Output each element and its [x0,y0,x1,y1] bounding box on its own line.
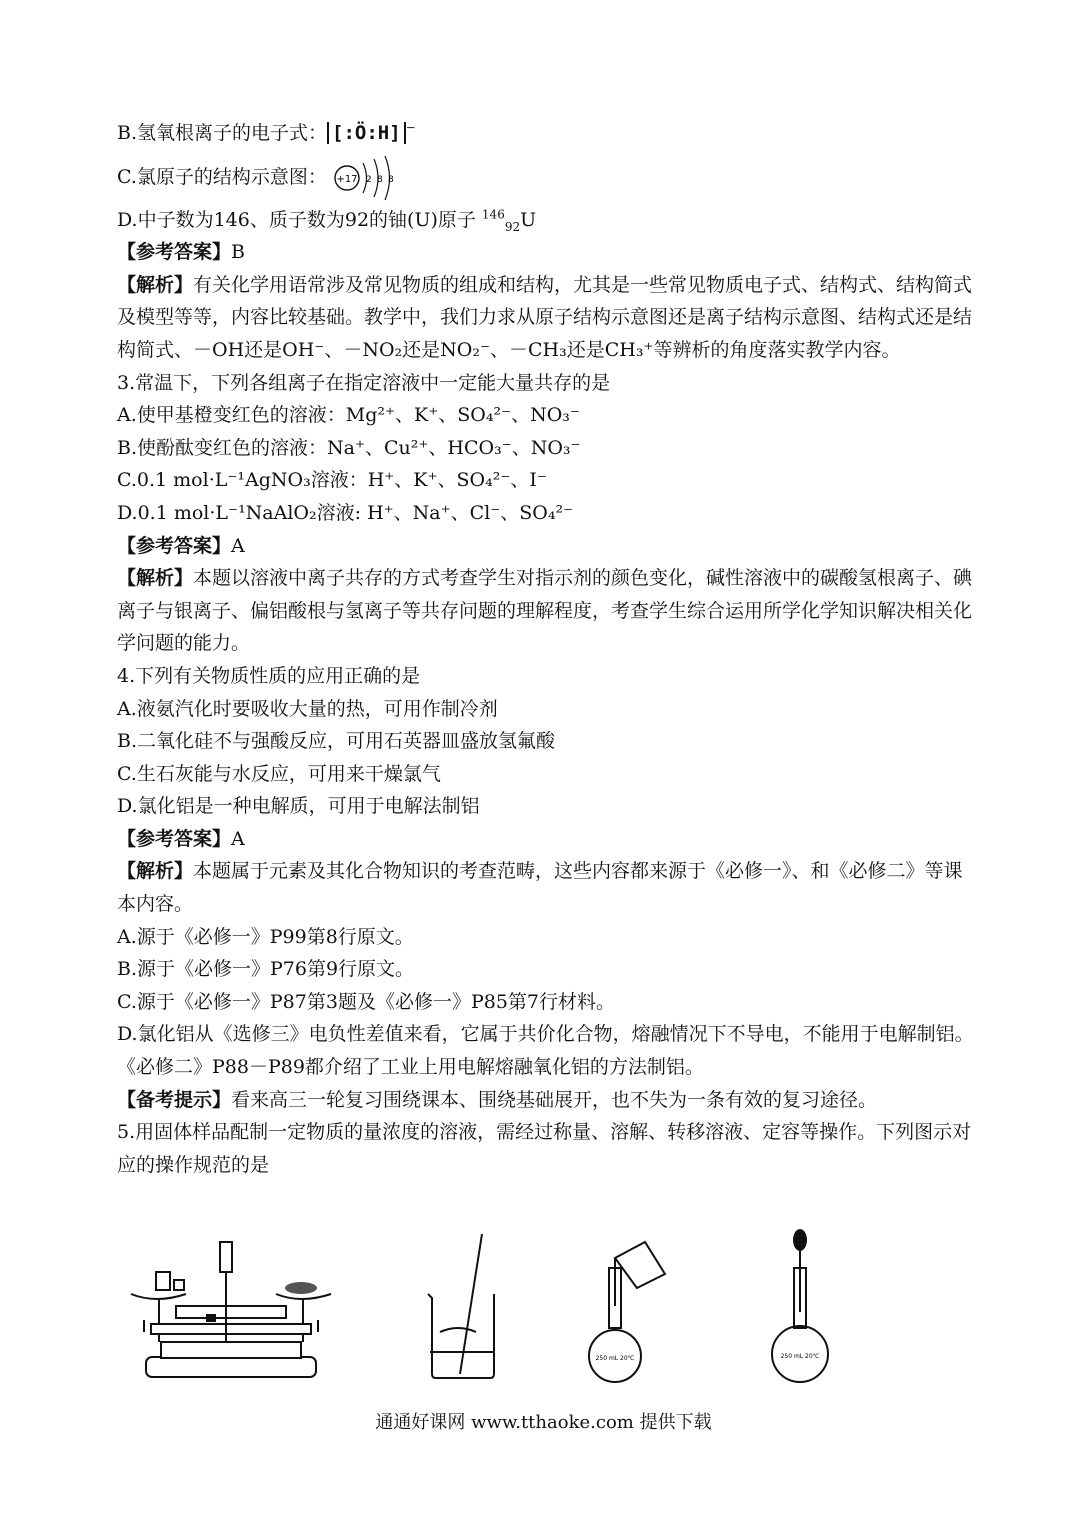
answer-2: 【参考答案】B [117,241,245,264]
explanation-4: 【解析】本题属于元素及其化合物知识的考查范畴，这些内容都来源于《必修一》、和《必修二》等课本内容。 [117,860,963,916]
option-2c: C.氯原子的结构示意图： +17 2 8 8 [117,150,977,204]
exam-tip: 【备考提示】看来高三一轮复习围绕课本、围绕基础展开，也不失为一条有效的复习途径。 [117,1088,878,1111]
figure-row [120,1228,990,1388]
option-4a: A.液氨汽化时要吸收大量的热，可用作制冷剂 [117,697,498,720]
option-3a: A.使甲基橙变红色的溶液：Mg²⁺、K⁺、SO₄²⁻、NO₃⁻ [117,404,580,427]
atom-shell-1-label: 2 [365,174,372,185]
option-4d: D.氯化铝是一种电解质，可用于电解法制铝 [117,795,480,818]
beaker-stirring-figure [420,1232,510,1382]
option-3b: B.使酚酞变红色的溶液：Na⁺、Cu²⁺、HCO₃⁻、NO₃⁻ [117,436,581,459]
document-content [117,117,977,1181]
fixed-volume-figure [760,1228,840,1384]
explanation-4c: C.源于《必修一》P87第3题及《必修一》P85第7行材料。 [117,990,615,1013]
explanation-4b: B.源于《必修一》P76第9行原文。 [117,958,415,981]
question-4: 4.下列有关物质性质的应用正确的是 [117,664,421,687]
answer-4: 【参考答案】A [117,827,245,850]
chlorine-atom-diagram [333,155,403,201]
balance-figure [126,1232,336,1382]
explanation-4d: D.氯化铝从《选修三》电负性差值来看，它属于共价化合物，熔融情况下不导电，不能用于电解制铝。《必修二》P88－P89都介绍了工业上用电解熔融氧化铝的方法制铝。 [117,1023,974,1079]
page-footer: 通通好课网 www.tthaoke.com 提供下载 [375,1412,712,1433]
option-2b: B.氢氧根离子的电子式： [:Ö:H] − [117,120,416,144]
question-5: 5.用固体样品配制一定物质的量浓度的溶液，需经过称量、溶解、转移溶液、定容等操作。下列图示对应的操作规范的是 [117,1121,972,1176]
question-3: 3.常温下，下列各组离子在指定溶液中一定能大量共存的是 [117,371,611,394]
option-4b: B.二氧化硅不与强酸反应，可用石英器皿盛放氢氟酸 [117,730,556,753]
atom-shell-2-label: 8 [376,174,383,185]
option-3d: D.0.1 mol·L⁻¹NaAlO₂溶液: H⁺、Na⁺、Cl⁻、SO₄²⁻ [117,501,574,524]
transfer-solution-figure [575,1228,685,1384]
answer-3: 【参考答案】A [117,534,245,557]
hydroxide-electron-formula: [:Ö:H] [327,122,406,144]
flask-label-2: 250 mL 20℃ [780,1353,820,1360]
option-2d: D.中子数为146、质子数为92的铀(U)原子 $^{146}_{92}$U [117,207,537,234]
explanation-2: 【解析】有关化学用语常涉及常见物质的组成和结构，尤其是一些常见物质电子式、结构式、结构简式及模型等等，内容比较基础。教学中，我们力求从原子结构示意图还是离子结构示意图、结构式还是结构简式、－OH还是OH⁻、－NO₂还是NO₂⁻、－CH₃还是CH₃⁺等辨析的角度落实教学内容。 [117,273,973,361]
flask-label-1: 250 mL 20℃ [595,1355,635,1362]
atom-shell-3-label: 8 [387,174,394,185]
explanation-4a: A.源于《必修一》P99第8行原文。 [117,925,414,948]
option-4c: C.生石灰能与水反应，可用来干燥氯气 [117,762,441,785]
explanation-3: 【解析】本题以溶液中离子共存的方式考查学生对指示剂的颜色变化，碱性溶液中的碳酸氢根离子、碘离子与银离子、偏铝酸根与氢离子等共存问题的理解程度，考查学生综合运用所学化学知识解决相关化学问题的能力。 [117,567,973,655]
option-3c: C.0.1 mol·L⁻¹AgNO₃溶液：H⁺、K⁺、SO₄²⁻、I⁻ [117,469,547,492]
atom-nucleus-label: +17 [336,173,358,185]
